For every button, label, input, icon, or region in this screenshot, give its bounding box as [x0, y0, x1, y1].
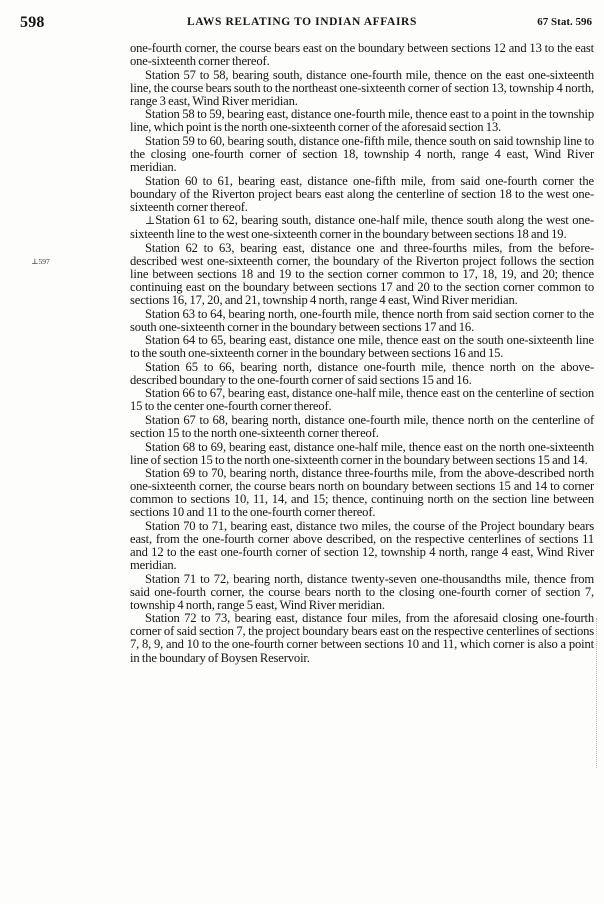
paragraph: Station 63 to 64, bearing north, one-fourth mile, thence north from said section corner to the south one-sixteenth corner in the boundary between sections 17 and 16. [130, 306, 594, 334]
paragraph-with-page-break [130, 214, 594, 241]
paragraph: Station 71 to 72, bearing north, distance twenty-seven one-thousandths mile, thence from said one-fourth corner, the course bears north to the closing one-fourth corner of section 7, township 4 north, range 5 east, Wind River meridian. [130, 571, 594, 612]
paragraph: Station 66 to 67, bearing east, distance one-half mile, thence east on the centerline of section 15 to the center one-fourth corner thereof. [130, 386, 594, 414]
running-title: LAWS RELATING TO INDIAN AFFAIRS [187, 16, 417, 28]
page-number: 598 [20, 14, 45, 31]
paragraph: Station 64 to 65, bearing east, distance one mile, thence east on the south one-sixteenth line to the south one-sixteenth corner in the boundary between sections 16 and 15. [130, 333, 594, 361]
paragraph: Station 62 to 63, bearing east, distance one and three-fourths miles, from the before-described west one-sixteenth corner, the boundary of the Riverton project follows the section line between sections 18 and 19 to the section corner common to 17, 18, 19, and 20; thence continuing east on the boundary between sections 17 and 20 to the section corner common to sections 16, 17, 20, and 21, township 4 north, range 4 east, Wind River meridian. [130, 240, 594, 308]
page-header [0, 14, 604, 36]
paragraph: one-fourth corner, the course bears east on the boundary between sections 12 and 13 to the east one-sixteenth corner thereof. [130, 41, 594, 69]
paragraph: Station 57 to 58, bearing south, distance one-fourth mile, thence on the east one-sixteenth line, the course bears south to the northeast one-sixteenth corner of section 13, township 4 north, range 3 east, Wind River meridian. [130, 67, 594, 108]
paragraph-text: Station 61 to 62, bearing south, distance one-half mile, thence south along the west one-sixteenth line to the west one-sixteenth corner in the boundary between sections 18 and 19. [130, 213, 594, 242]
margin-rule [596, 618, 598, 768]
margin-page-reference [31, 257, 50, 266]
paragraph: Station 70 to 71, bearing east, distance two miles, the course of the Project boundary bears east, from the one-fourth corner above described, on the respective centerlines of sections 11 and 12 to the east one-fourth corner of section 12, township 4 north, range 4 east, Wind River meridian. [130, 518, 594, 573]
paragraph: Station 68 to 69, bearing east, distance one-half mile, thence east on the north one-sixteenth line of section 15 to the north one-sixteenth corner in the boundary between sections 15 and 14. [130, 439, 594, 467]
statute-reference: 67 Stat. 596 [537, 16, 592, 28]
margin-page-number: 597 [38, 257, 50, 266]
paragraph: Station 58 to 59, bearing east, distance one-fourth mile, thence east to a point in the township line, which point is the north one-sixteenth corner of the aforesaid section 13. [130, 107, 594, 135]
paragraph: Station 69 to 70, bearing north, distance three-fourths mile, from the above-described north one-sixteenth corner, the course bears north on boundary between sections 15 and 14 to corner common to sections 10, 11, 14, and 15; thence, continuing north on the section line between sections 10 and 11 to the one-fourth corner thereof. [130, 466, 594, 520]
page-break-marker-icon: ⊥ [31, 257, 39, 266]
paragraph: Station 60 to 61, bearing east, distance one-fifth mile, from said one-fourth corner the boundary of the Riverton project bears east along the centerline of section 18 to the west one-sixteenth corner thereof. [130, 173, 594, 214]
paragraph: Station 72 to 73, bearing east, distance four miles, from the aforesaid closing one-fourth corner of said section 7, the project boundary bears east on the respective centerlines of sections 7, 8, 9, and 10 to the one-fourth corner between sections 10 and 11, which corner is also a point in the boundary of Boysen Reservoir. [130, 611, 594, 665]
paragraph: Station 65 to 66, bearing north, distance one-fourth mile, thence north on the above-described boundary to the one-fourth corner of said sections 15 and 16. [130, 359, 594, 387]
page-break-symbol-icon: ⊥ [145, 215, 156, 228]
paragraph: Station 59 to 60, bearing south, distance one-fifth mile, thence south on said township line to the closing one-fourth corner of section 18, township 4 north, range 4 east, Wind River meridian. [130, 133, 594, 175]
paragraph: Station 67 to 68, bearing north, distance one-fourth mile, thence north on the centerline of section 15 to the north one-sixteenth corner thereof. [130, 412, 594, 441]
body-text [130, 42, 594, 665]
